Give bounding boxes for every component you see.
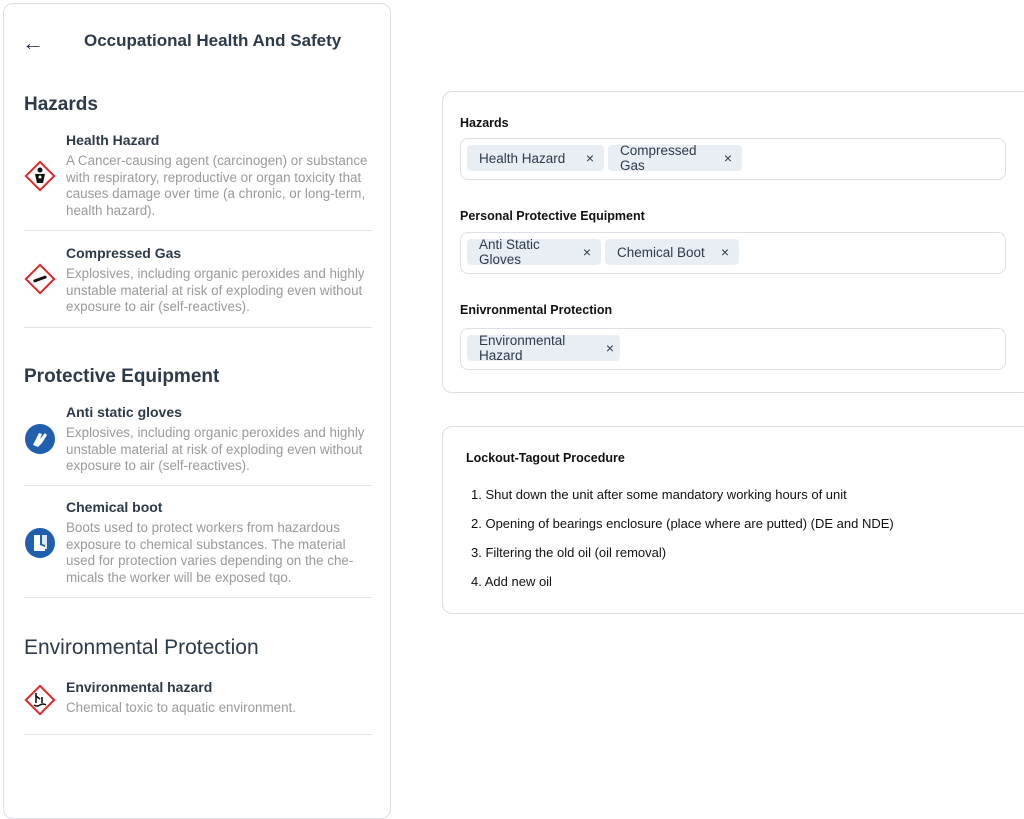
section-title-protective-equipment: Protective Equipment <box>24 366 220 387</box>
env-label: Enivronmental Protection <box>460 303 613 317</box>
chip-compressed-gas: Compressed Gas × <box>608 145 742 171</box>
back-button[interactable]: ← <box>22 30 44 55</box>
divider <box>24 327 372 328</box>
procedure-title: Lockout-Tagout Procedure <box>466 451 625 465</box>
ppe-label: Personal Protective Equipment <box>460 209 645 223</box>
divider <box>24 485 372 486</box>
procedure-step: 1. Shut down the unit after some mandatory working hours of unit <box>471 487 847 502</box>
health-hazard-icon <box>24 160 56 192</box>
section-title-hazards: Hazards <box>24 94 98 115</box>
remove-chip-icon[interactable]: × <box>585 150 594 166</box>
chip-anti-static-gloves: Anti Static Gloves × <box>467 239 601 265</box>
remove-chip-icon[interactable]: × <box>582 244 591 260</box>
divider <box>24 597 372 598</box>
procedure-steps <box>471 487 894 603</box>
remove-chip-icon[interactable]: × <box>720 244 729 260</box>
procedure-card <box>442 426 1024 614</box>
hazards-label: Hazards <box>460 116 509 130</box>
chip-chemical-boot: Chemical Boot × <box>605 239 739 265</box>
remove-chip-icon[interactable]: × <box>723 150 732 166</box>
divider <box>24 734 372 735</box>
hazards-input[interactable] <box>460 138 1006 180</box>
procedure-step: 4. Add new oil <box>471 574 552 589</box>
ppe-input[interactable] <box>460 232 1006 274</box>
section-title-environmental-protection: Environmental Protection <box>24 636 259 659</box>
gloves-icon <box>24 423 56 455</box>
selection-form <box>442 91 1024 393</box>
chip-health-hazard: Health Hazard × <box>467 145 604 171</box>
divider <box>24 230 372 231</box>
environmental-hazard-icon <box>24 684 56 716</box>
page-title: Occupational Health And Safety <box>84 31 342 50</box>
remove-chip-icon[interactable]: × <box>605 340 614 356</box>
procedure-step: 2. Opening of bearings enclosure (place where are putted) (DE and NDE) <box>471 516 894 531</box>
boot-icon <box>24 527 56 559</box>
chip-environmental-hazard: Environmental Hazard × <box>467 335 620 361</box>
procedure-step: 3. Filtering the old oil (oil removal) <box>471 545 667 560</box>
env-input[interactable] <box>460 328 1006 370</box>
safety-panel: ← Occupational Health And Safety Hazards Health Hazard A Cancer-causing agent (carcinogen) or substance with respiratory, reproductive or organ toxicity that causes damage over time (a chronic, or long-term, health hazard). Compressed Gas Explosives, including organic peroxides and highly unstable material at risk of exploding even without exposure to air (self-reactives). Protective Equipment Anti static gloves Explosives, including organic peroxides and highly unstable material at risk of exploding even without exposure to air (self-reactives). Chemical boot Boots used to protect workers from hazardous exposure to chemical substances. The material used for protection varies depending on the che-micals the worker will be exposed tqo. Environmental Protection Environmental hazard Chemical toxic to aquatic environment. <box>3 3 391 819</box>
compressed-gas-icon <box>24 263 56 295</box>
